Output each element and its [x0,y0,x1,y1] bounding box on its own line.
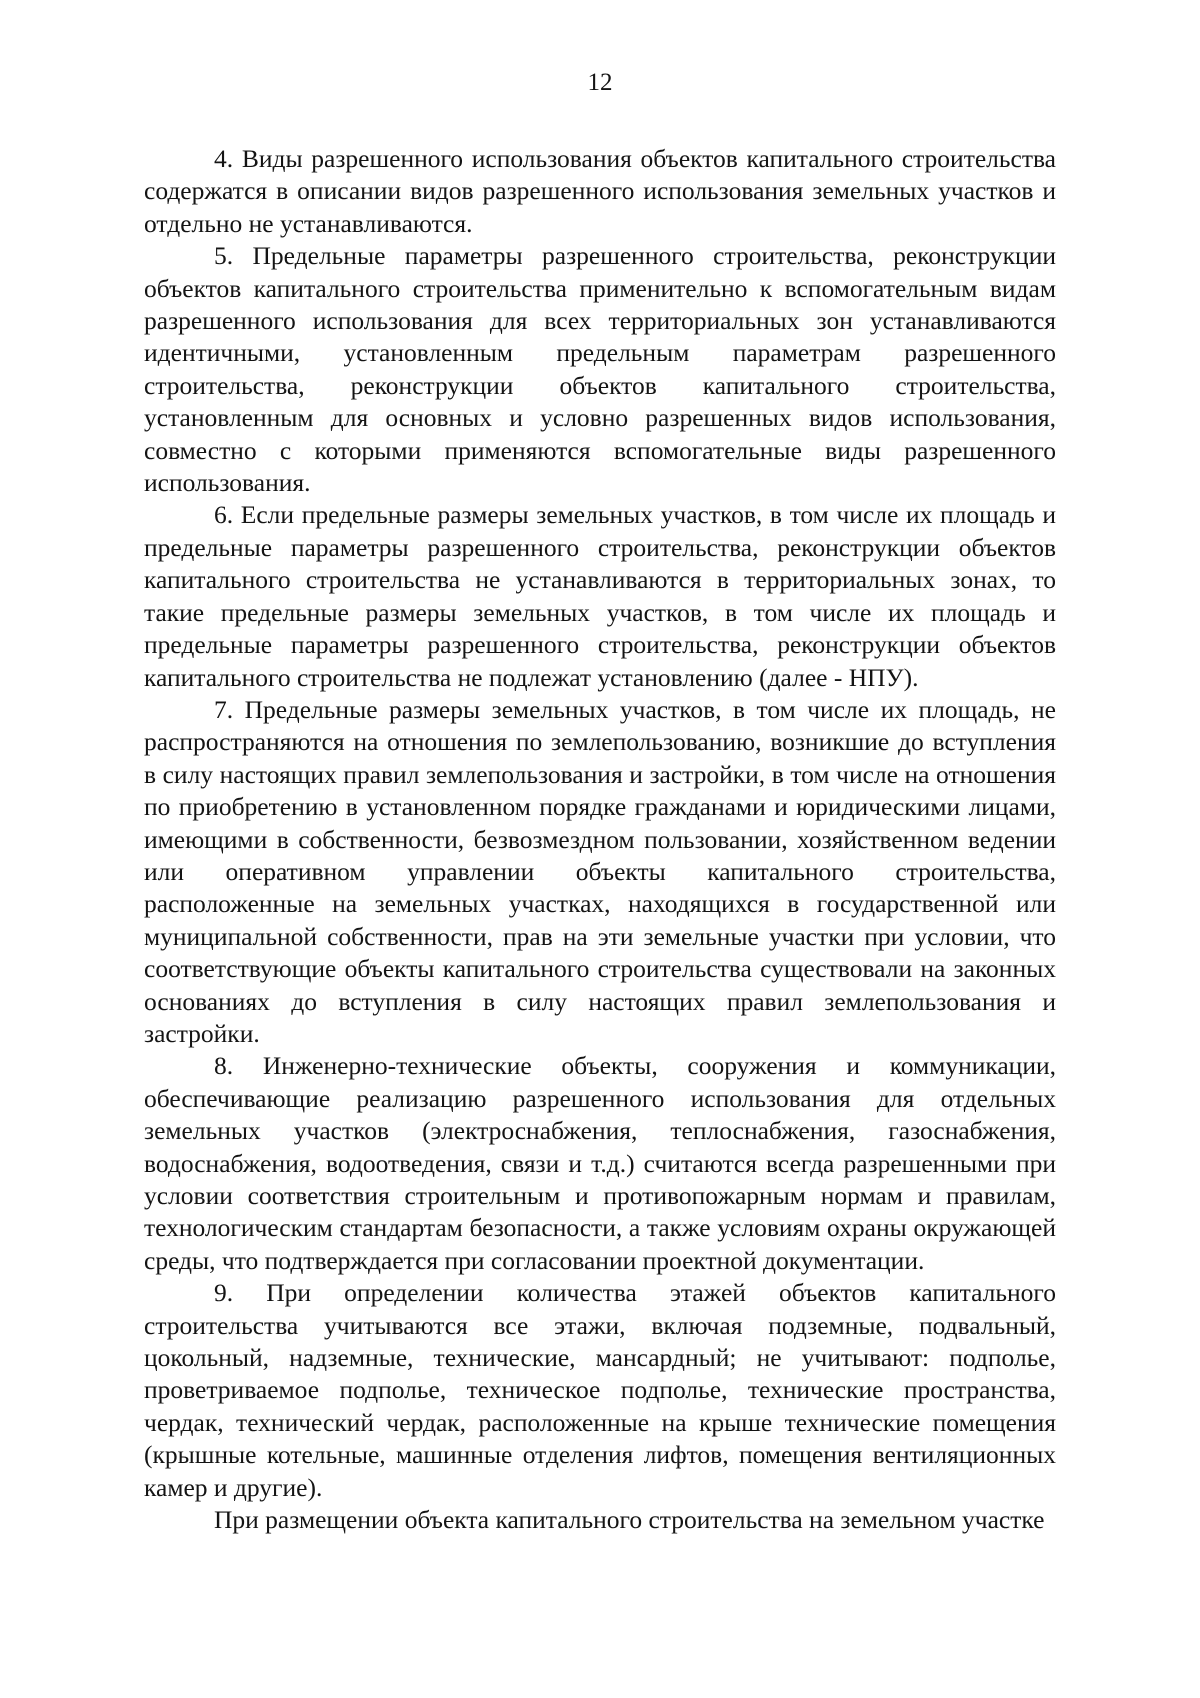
document-body [144,143,1056,1536]
paragraph-5: 5. Предельные параметры разрешенного строительства, реконструкции объектов капитального строительства применительно к вспомогательным видам разрешенного использования для всех территориальных зон устанавливаются идентичными, установленным предельным параметрам разрешенного строительства, реконструкции объектов капитального строительства, установленным для основных и условно разрешенных видов использования, совместно с которыми применяются вспомогательные виды разрешенного использования. [144,241,1056,498]
paragraph-continuation: При размещении объекта капитального строительства на земельном участке [214,1505,1045,1535]
paragraph-4: 4. Виды разрешенного использования объектов капитального строительства содержатся в описании видов разрешенного использования земельных участков и отдельно не устанавливаются. [144,144,1056,238]
paragraph-7: 7. Предельные размеры земельных участков, в том числе их площадь, не распространяются на отношения по землепользованию, возникшие до вступления в силу настоящих правил землепользования и застройки, в том числе на отношения по приобретению в установленном порядке гражданами и юридическими лицами, имеющими в собственности, безвозмездном пользовании, хозяйственном ведении или оперативном управлении объекты капитального строительства, расположенные на земельных участках, находящихся в государственной или муниципальной собственности, прав на эти земельные участки при условии, что соответствующие объекты капитального строительства существовали на законных основаниях до вступления в силу настоящих правил землепользования и застройки. [144,694,1056,1048]
page-number: 12 [587,69,613,96]
paragraph-6: 6. Если предельные размеры земельных участков, в том числе их площадь и предельные параметры разрешенного строительства, реконструкции объектов капитального строительства не устанавливаются в территориальных зонах, то такие предельные размеры земельных участков, в том числе их площадь и предельные параметры разрешенного строительства, реконструкции объектов капитального строительства не подлежат установлению (далее - НПУ). [144,500,1056,692]
paragraph-9: 9. При определении количества этажей объектов капитального строительства учитываются все этажи, включая подземные, подвальный, цокольный, надземные, технические, мансардный; не учитывают: подполье, проветриваемое подполье, техническое подполье, технические пространства, чердак, технический чердак, расположенные на крыше технические помещения (крышные котельные, машинные отделения лифтов, помещения вентиляционных камер и другие). [144,1278,1056,1502]
paragraph-8: 8. Инженерно-технические объекты, сооружения и коммуникации, обеспечивающие реализацию разрешенного использования для отдельных земельных участков (электроснабжения, теплоснабжения, газоснабжения, водоснабжения, водоотведения, связи и т.д.) считаются всегда разрешенными при условии соответствия строительным и противопожарным нормам и правилам, технологическим стандартам безопасности, а также условиям охраны окружающей среды, что подтверждается при согласовании проектной документации. [144,1051,1056,1275]
